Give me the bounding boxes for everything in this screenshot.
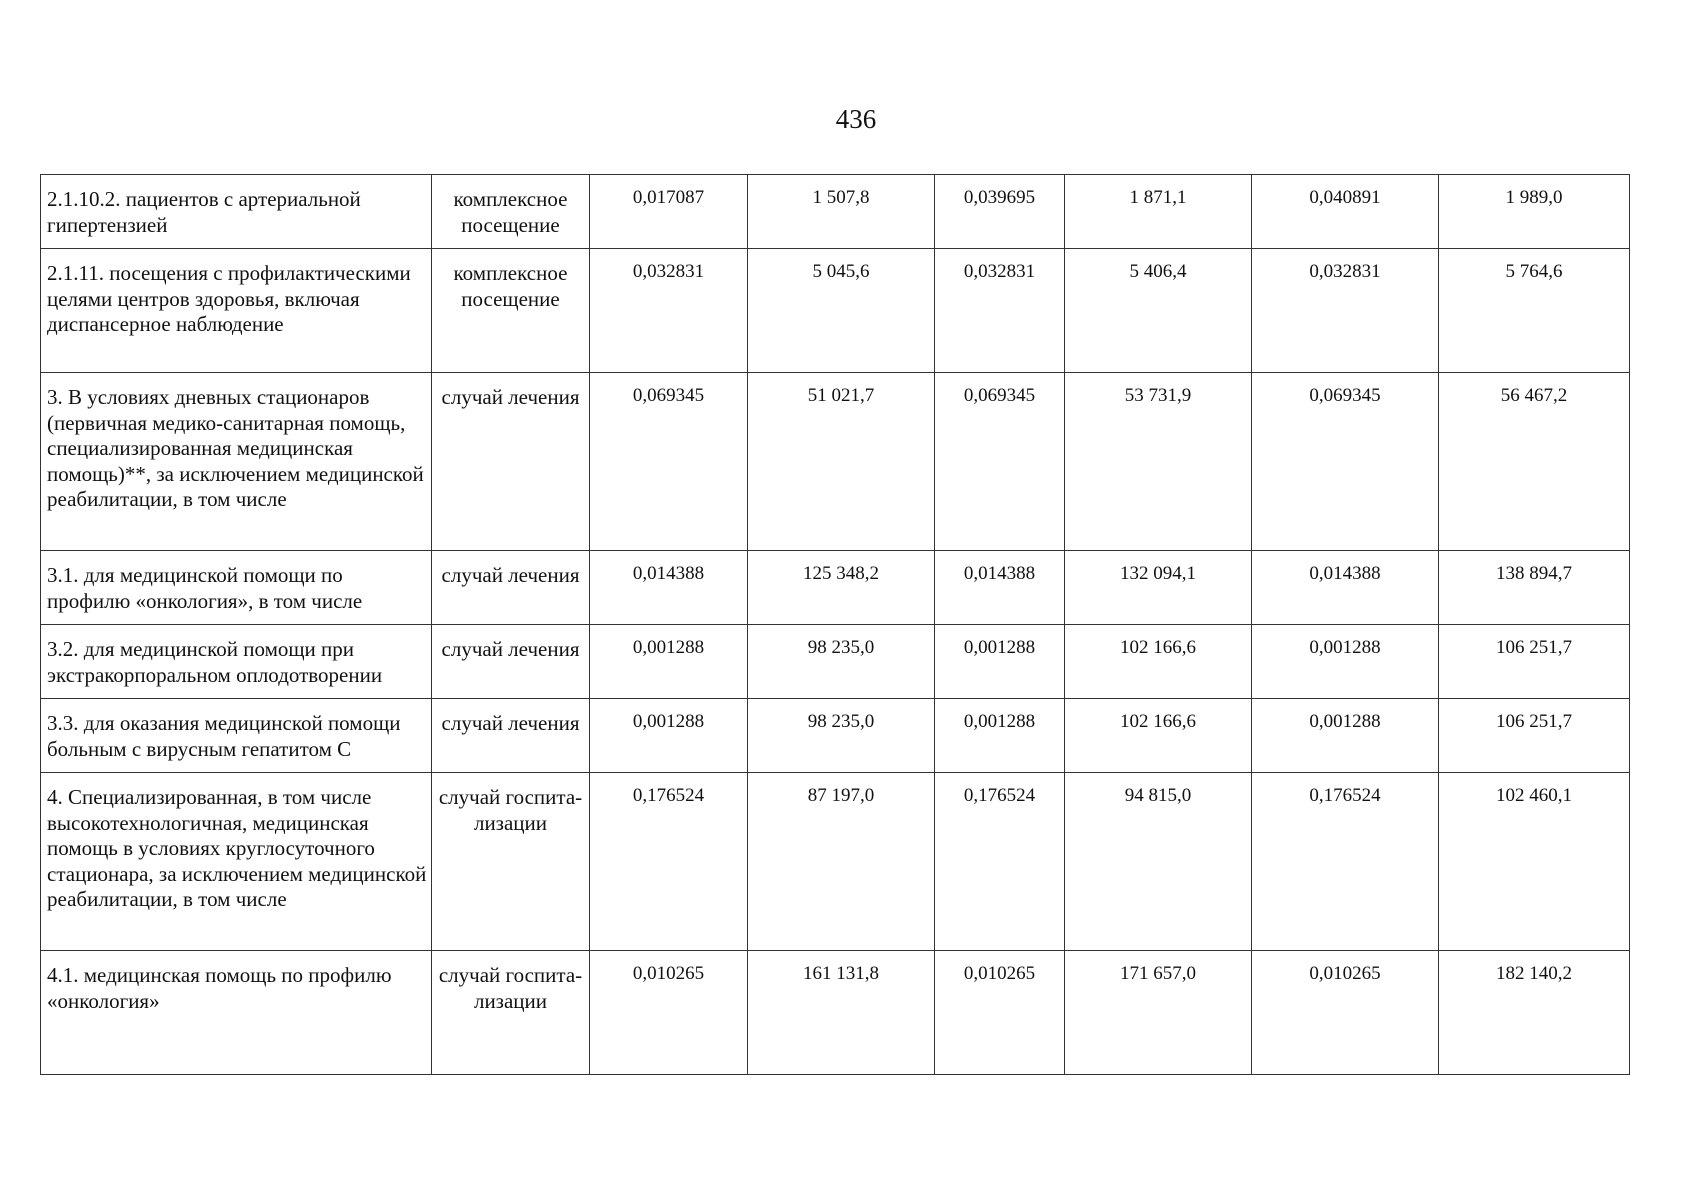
table-row xyxy=(41,175,1630,249)
row-unit-cell: комплексное посещение xyxy=(432,249,590,373)
table-row xyxy=(41,699,1630,773)
value-cell: 0,032831 xyxy=(590,249,748,373)
value-cell: 0,069345 xyxy=(1252,373,1439,551)
row-unit-cell: случай лечения xyxy=(432,625,590,699)
table-row xyxy=(41,625,1630,699)
value-cell: 5 045,6 xyxy=(748,249,935,373)
value-cell: 98 235,0 xyxy=(748,699,935,773)
value-cell: 0,069345 xyxy=(935,373,1065,551)
row-unit-cell: случай лечения xyxy=(432,699,590,773)
value-cell: 102 460,1 xyxy=(1439,773,1630,951)
table-row xyxy=(41,373,1630,551)
value-cell: 0,010265 xyxy=(935,951,1065,1075)
value-cell: 87 197,0 xyxy=(748,773,935,951)
value-cell: 0,014388 xyxy=(590,551,748,625)
value-cell: 1 507,8 xyxy=(748,175,935,249)
row-name-cell: 3.2. для медицинской помощи при экстракорпоральном оплодотворении xyxy=(41,625,432,699)
value-cell: 138 894,7 xyxy=(1439,551,1630,625)
value-cell: 0,039695 xyxy=(935,175,1065,249)
value-cell: 0,001288 xyxy=(935,625,1065,699)
value-cell: 171 657,0 xyxy=(1065,951,1252,1075)
row-name-cell: 2.1.10.2. пациентов с артериальной гипертензией xyxy=(41,175,432,249)
value-cell: 0,010265 xyxy=(1252,951,1439,1075)
value-cell: 1 871,1 xyxy=(1065,175,1252,249)
table-row xyxy=(41,951,1630,1075)
value-cell: 0,001288 xyxy=(1252,699,1439,773)
value-cell: 0,040891 xyxy=(1252,175,1439,249)
value-cell: 5 764,6 xyxy=(1439,249,1630,373)
value-cell: 0,001288 xyxy=(590,699,748,773)
row-name-cell: 3.1. для медицинской помощи по профилю «онкология», в том числе xyxy=(41,551,432,625)
value-cell: 0,069345 xyxy=(590,373,748,551)
value-cell: 0,001288 xyxy=(935,699,1065,773)
value-cell: 0,176524 xyxy=(935,773,1065,951)
row-unit-cell: комплексное посещение xyxy=(432,175,590,249)
value-cell: 5 406,4 xyxy=(1065,249,1252,373)
row-name-cell: 4. Специализированная, в том числе высокотехнологичная, медицинская помощь в условиях круглосуточного стационара, за исключением медицинской реабилитации, в том числе xyxy=(41,773,432,951)
value-cell: 102 166,6 xyxy=(1065,625,1252,699)
row-name-cell: 3. В условиях дневных стационаров (первичная медико-санитарная помощь, специализированная медицинская помощь)**, за исключением медицинской реабилитации, в том числе xyxy=(41,373,432,551)
value-cell: 106 251,7 xyxy=(1439,625,1630,699)
norms-table xyxy=(40,174,1630,1075)
value-cell: 1 989,0 xyxy=(1439,175,1630,249)
value-cell: 0,176524 xyxy=(1252,773,1439,951)
value-cell: 98 235,0 xyxy=(748,625,935,699)
value-cell: 51 021,7 xyxy=(748,373,935,551)
value-cell: 56 467,2 xyxy=(1439,373,1630,551)
value-cell: 0,014388 xyxy=(1252,551,1439,625)
table-row xyxy=(41,551,1630,625)
table-row xyxy=(41,249,1630,373)
value-cell: 0,017087 xyxy=(590,175,748,249)
value-cell: 0,001288 xyxy=(590,625,748,699)
value-cell: 0,032831 xyxy=(1252,249,1439,373)
value-cell: 94 815,0 xyxy=(1065,773,1252,951)
value-cell: 0,176524 xyxy=(590,773,748,951)
row-unit-cell: случай лечения xyxy=(432,373,590,551)
page-number: 436 xyxy=(835,104,877,134)
value-cell: 161 131,8 xyxy=(748,951,935,1075)
row-unit-cell: случай лечения xyxy=(432,551,590,625)
table-row xyxy=(41,773,1630,951)
row-name-cell: 2.1.11. посещения с профилактическими целями центров здоровья, включая диспансерное наблюдение xyxy=(41,249,432,373)
value-cell: 53 731,9 xyxy=(1065,373,1252,551)
value-cell: 0,032831 xyxy=(935,249,1065,373)
value-cell: 0,010265 xyxy=(590,951,748,1075)
value-cell: 0,001288 xyxy=(1252,625,1439,699)
row-name-cell: 3.3. для оказания медицинской помощи больным с вирусным гепатитом С xyxy=(41,699,432,773)
value-cell: 106 251,7 xyxy=(1439,699,1630,773)
value-cell: 132 094,1 xyxy=(1065,551,1252,625)
value-cell: 102 166,6 xyxy=(1065,699,1252,773)
value-cell: 182 140,2 xyxy=(1439,951,1630,1075)
value-cell: 125 348,2 xyxy=(748,551,935,625)
row-unit-cell: случай госпита-лизации xyxy=(432,951,590,1075)
row-unit-cell: случай госпита-лизации xyxy=(432,773,590,951)
value-cell: 0,014388 xyxy=(935,551,1065,625)
row-name-cell: 4.1. медицинская помощь по профилю «онкология» xyxy=(41,951,432,1075)
